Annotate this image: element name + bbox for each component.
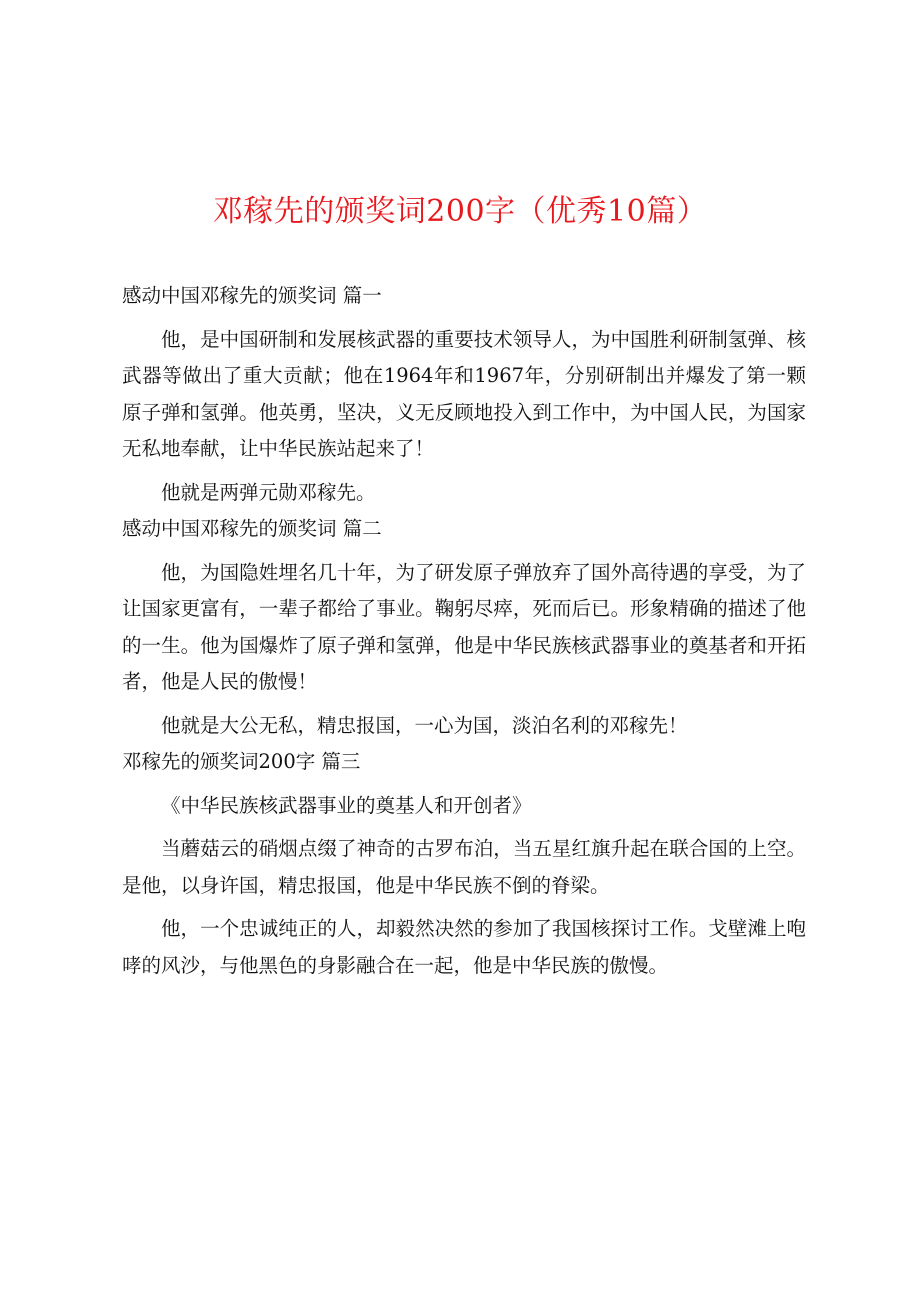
paragraph: 他就是大公无私，精忠报国，一心为国，淡泊名利的邓稼先！ bbox=[161, 713, 688, 737]
paragraph: 《中华民族核武器事业的奠基人和开创者》 bbox=[161, 793, 532, 817]
paragraph: 他，为国隐姓埋名几十年，为了研发原子弹放弃了国外高待遇的享受，为了让国家更富有，一辈子都给了事业。鞠躬尽瘁，死而后已。形象精确的描述了他的一生。他为国爆炸了原子弹和氢弹，他是中华民族核武器事业的奠基者和开拓者，他是人民的傲慢！ bbox=[122, 560, 806, 693]
section-heading-2: 感动中国邓稼先的颁奖词 篇二 bbox=[122, 517, 382, 540]
paragraph: 他，是中国研制和发展核武器的重要技术领导人，为中国胜利研制氢弹、核武器等做出了重大贡献；他在1964年和1967年，分别研制出并爆发了第一颗原子弹和氢弹。他英勇，坚决，义无反顾地投入到工作中，为中国人民，为国家无私地奉献，让中华民族站起来了！ bbox=[122, 327, 806, 460]
document-body bbox=[122, 278, 806, 984]
section-heading-3: 邓稼先的颁奖词200字 篇三 bbox=[122, 750, 361, 773]
paragraph: 当蘑菇云的硝烟点缀了神奇的古罗布泊，当五星红旗升起在联合国的上空。是他，以身许国，精忠报国，他是中华民族不倒的脊梁。 bbox=[122, 837, 806, 897]
paragraph: 他就是两弹元勋邓稼先。 bbox=[161, 480, 376, 504]
document-title: 邓稼先的颁奖词200字（优秀10篇） bbox=[212, 194, 708, 229]
paragraph: 他，一个忠诚纯正的人，却毅然决然的参加了我国核探讨工作。戈壁滩上咆哮的风沙，与他黑色的身影融合在一起，他是中华民族的傲慢。 bbox=[122, 917, 806, 977]
section-heading-1: 感动中国邓稼先的颁奖词 篇一 bbox=[122, 284, 382, 307]
